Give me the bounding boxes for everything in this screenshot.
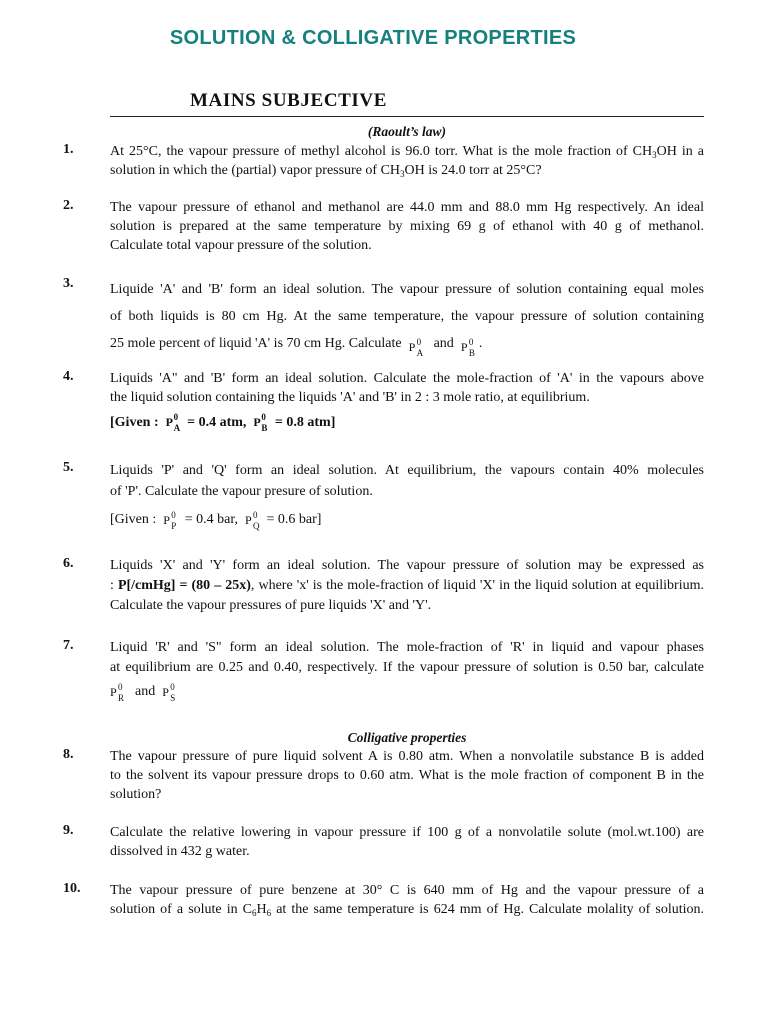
question-text: Liquide 'A' and 'B' form an ideal solution. The vapour pressure of solution containing equal moles of both liquids is 80 cm Hg. At the same temperature, the vapour pressure of solution containing 25 mole percent of liquid 'A' is 70 cm Hg. Calculate P 0 A and P 0 B . bbox=[110, 282, 704, 358]
question-number: 3. bbox=[63, 276, 74, 291]
section-title: MAINS SUBJECTIVE bbox=[190, 90, 388, 111]
worksheet-title: SOLUTION & COLLIGATIVE PROPERTIES bbox=[169, 27, 577, 49]
pressure-symbol-pb0: P 0 B bbox=[460, 337, 475, 358]
pressure-symbol-pr0: P 0 R bbox=[110, 682, 125, 703]
section-heading-colligative: Colligative properties bbox=[347, 730, 467, 745]
question-text: The vapour pressure of pure liquid solvent A is 0.80 atm. When a nonvolatile substance B is added to the solvent its vapour pressure drops to 0.60 atm. What is the mole fraction of component B in the solution? bbox=[110, 749, 704, 802]
question-text: The vapour pressure of pure benzene at 30° C is 640 mm of Hg and the vapour pressure of a solution of a solute in $C_6H_6$ at the same temperature is 624 mm of Hg. Calculate molality of solution. bbox=[110, 883, 705, 918]
question-text: Liquids 'A" and 'B' form an ideal solution. Calculate the mole-fraction of 'A' in the vapours above the liquid solution containing the liquids 'A' and 'B' in 2 : 3 mole ratio, at equilibrium. [Given : P 0 A = 0.4 atm, P 0 B = 0.8 atm] bbox=[110, 371, 704, 433]
question-number: 9. bbox=[63, 823, 74, 838]
question-text: At 25°C, the vapour pressure of methyl alcohol is 96.0 torr. What is the mole fraction of $CH_3OH$ in a solution in which the (partial) vapor pressure of $CH_3OH$ is 24.0 torr at 25°C? bbox=[110, 144, 704, 179]
pressure-symbol-pq0: P 0 Q bbox=[244, 510, 260, 531]
question-text: Liquids 'P' and 'Q' form an ideal solution. At equilibrium, the vapours contain 40% molecules of 'P'. Calculate the vapour presure of solution. [Given : P 0 P = 0.4 bar, P 0 Q = 0.6 bar] bbox=[110, 463, 704, 531]
question-text: Liquids 'X' and 'Y' form an ideal solution. The vapour pressure of solution may be expressed as : P[/cmHg] = (80 – 25x), where 'x' is the mole-fraction of liquid 'X' in the liquid solution at equilibrium. Calculate the vapour pressures of pure liquids 'X' and 'Y'. bbox=[110, 558, 704, 613]
question-number: 2. bbox=[63, 198, 74, 213]
given-values: [Given : P 0 A = 0.4 atm, P 0 B = 0.8 atm] bbox=[110, 412, 336, 433]
question-number: 8. bbox=[63, 747, 74, 762]
question-number: 4. bbox=[63, 369, 74, 384]
question-number: 5. bbox=[63, 460, 74, 475]
question-number: 1. bbox=[63, 142, 74, 157]
question-text: Liquid 'R' and 'S" form an ideal solution. The mole-fraction of 'R' in liquid and vapour phases at equilibrium are 0.25 and 0.40, respectively. If the vapour pressure of solution is 0.50 bar, calculate P 0 R and P 0 S bbox=[110, 640, 704, 703]
pressure-symbol-ps0: P 0 S bbox=[162, 682, 176, 703]
section-heading-raoult: (Raoult’s law) bbox=[367, 124, 447, 139]
pressure-equation: P[/cmHg] = (80 – 25x) bbox=[117, 578, 251, 593]
question-number: 10. bbox=[63, 881, 81, 896]
question-number: 7. bbox=[63, 638, 74, 653]
title-divider bbox=[110, 116, 704, 117]
question-text: Calculate the relative lowering in vapour pressure if 100 g of a nonvolatile solute (mol.wt.100) are dissolved in 432 g water. bbox=[110, 825, 704, 859]
pressure-symbol-pa0: P 0 A bbox=[165, 412, 181, 433]
question-number: 6. bbox=[63, 556, 74, 571]
pressure-symbol-pa0: P 0 A bbox=[408, 337, 424, 358]
question-text: The vapour pressure of ethanol and methanol are 44.0 mm and 88.0 mm Hg respectively. An ideal solution is prepared at the same temperature by mixing 69 g of ethanol with 40 g of methanol. Calculate total vapour pressure of the solution. bbox=[110, 200, 704, 253]
given-values: [Given : P 0 P = 0.4 bar, P 0 Q = 0.6 bar] bbox=[110, 510, 322, 531]
pressure-symbol-pp0: P 0 P bbox=[163, 510, 177, 531]
pressure-symbol-pb0: P 0 B bbox=[253, 412, 268, 433]
